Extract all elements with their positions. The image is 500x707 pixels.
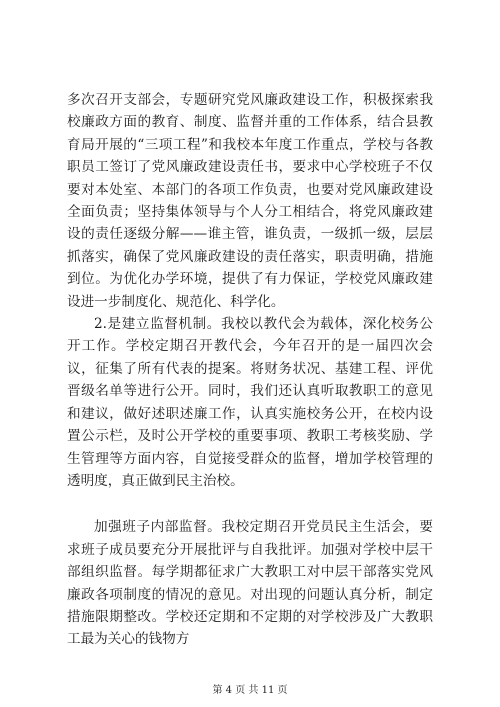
paragraph-continued: 多次召开支部会，专题研究党风廉政建设工作，积极探索我校廉政方面的教育、制度、监督并重的工作体系，结合县教育局开展的“三项工程”和我校本年度工作重点，学校与各教职员工签订了党风廉政建设责任书，要求中心学校班子不仅要对本处室、本部门的各项工作负责，也要对党风廉政建设全面负责；坚持集体领导与个人分工相结合，将党风廉政建设的责任逐级分解——谁主管，谁负责，一级抓一级，层层抓落实，确保了党风廉政建设的责任落实，职责明确，措施到位。为优化办学环境，提供了有力保证，学校党风廉政建设进一步制度化、规范化、科学化。 (67, 92, 433, 310)
document-body (67, 89, 433, 651)
paragraph-supervision-mechanism: 2.是建立监督机制。我校以教代会为载体，深化校务公开工作。学校定期召开教代会，今年召开的是一届四次会议，征集了所有代表的提案。将财务状况、基建工程、评优晋级名单等进行公开。同时，我们还认真听取教职工的意见和建议，做好述职述廉工作，认真实施校务公开，在校内设置公示栏，及时公开学校的重要事项、教职工考核奖励、学生管理等方面内容，自觉接受群众的监督，增加学校管理的透明度，真正做到民主治校。 (67, 316, 433, 489)
page-number-footer: 第 4 页 共 11 页 (212, 685, 288, 696)
paragraph-internal-supervision: 加强班子内部监督。我校定期召开党员民主生活会，要求班子成员要充分开展批评与自我批评。加强对学校中层干部组织监督。每学期都征求广大教职工对中层干部落实党风廉政各项制度的情况的意见。对出现的问题认真分析，制定措施限期整改。学校还定期和不定期的对学校涉及广大教职工最为关心的钱物方 (67, 519, 433, 648)
